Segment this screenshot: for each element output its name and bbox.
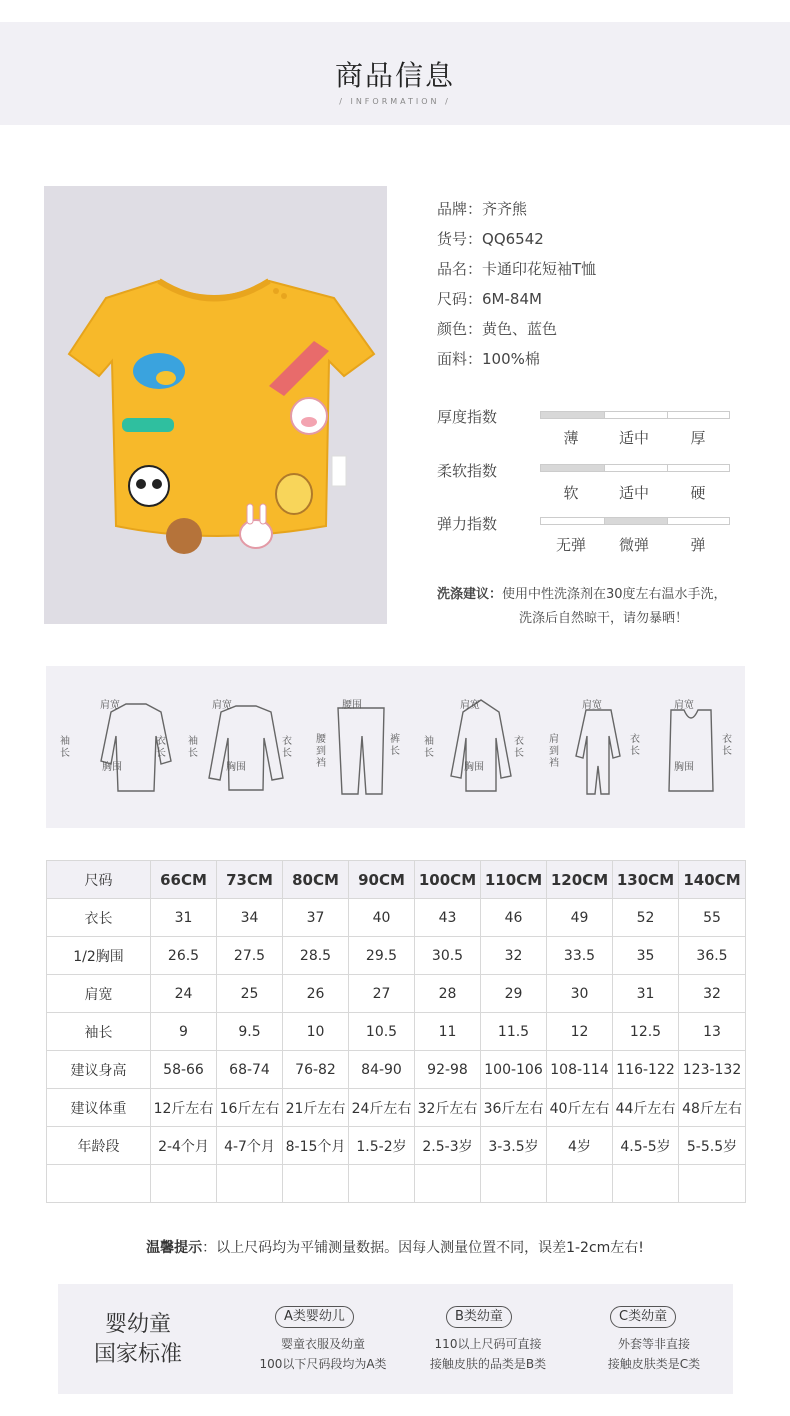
table-row (47, 937, 746, 975)
table-cell: 4.5-5岁 (613, 1127, 679, 1165)
standard-title (94, 1310, 182, 1370)
table-cell: 30.5 (415, 937, 481, 975)
standard-a-desc (233, 1334, 413, 1374)
thickness-tick-medium: 适中 (618, 429, 649, 447)
table-cell: 44斤左右 (613, 1089, 679, 1127)
standard-a-line-2: 100以下尺码段均为A类 (259, 1357, 387, 1371)
table-cell: 46 (481, 899, 547, 937)
table-cell: 58-66 (151, 1051, 217, 1089)
care-line-2: 洗涤后自然晾干，请勿暴晒！ (519, 611, 689, 626)
table-cell: 33.5 (547, 937, 613, 975)
row-label-cell: 肩宽 (47, 975, 151, 1013)
table-cell (679, 1165, 746, 1203)
table-cell: 49 (547, 899, 613, 937)
table-cell: 37 (283, 899, 349, 937)
fig-sweater-center: 胸围 (226, 762, 246, 773)
table-cell (151, 1165, 217, 1203)
info-fabric: 面料：100%棉 (437, 350, 540, 368)
fig-pants-top: 腰围 (342, 700, 362, 711)
table-row (47, 899, 746, 937)
fig-shirt-left: 袖长 (60, 736, 70, 759)
elasticity-tick-slight: 微弹 (618, 536, 649, 554)
table-cell: 2.5-3岁 (415, 1127, 481, 1165)
table-row (47, 1127, 746, 1165)
fig-shirt-top: 肩宽 (100, 700, 120, 711)
table-cell: 4岁 (547, 1127, 613, 1165)
table-cell: 21斤左右 (283, 1089, 349, 1127)
table-cell: 40斤左右 (547, 1089, 613, 1127)
fig-pants-left: 腰到裆 (316, 734, 326, 769)
table-cell: 55 (679, 899, 746, 937)
elasticity-scale-bar (540, 517, 730, 525)
table-cell: 2-4个月 (151, 1127, 217, 1165)
measurement-figures-panel (46, 666, 745, 828)
tshirt-illustration (44, 186, 387, 624)
standard-b-line-1: 110以上尺码可直接 (434, 1337, 542, 1351)
table-cell: 43 (415, 899, 481, 937)
fig-vest-top: 肩宽 (674, 700, 694, 711)
table-cell: 68-74 (217, 1051, 283, 1089)
table-cell: 25 (217, 975, 283, 1013)
table-cell: 40 (349, 899, 415, 937)
fig-romper-right: 衣长 (630, 734, 640, 757)
table-cell: 108-114 (547, 1051, 613, 1089)
table-row (47, 1013, 746, 1051)
fig-vest-center: 胸围 (674, 762, 694, 773)
table-cell: 4-7个月 (217, 1127, 283, 1165)
table-cell: 26 (283, 975, 349, 1013)
table-cell: 24 (151, 975, 217, 1013)
table-cell: 5-5.5岁 (679, 1127, 746, 1165)
softness-tick-medium: 适中 (618, 484, 649, 502)
softness-tick-soft: 软 (563, 484, 579, 502)
table-cell: 32 (481, 937, 547, 975)
table-cell: 26.5 (151, 937, 217, 975)
info-brand: 品牌：齐齐熊 (437, 200, 528, 218)
fig-romper-top: 肩宽 (582, 700, 602, 711)
table-cell: 27.5 (217, 937, 283, 975)
header-size-cell: 100CM (415, 861, 481, 899)
standard-b-line-2: 接触皮肤的品类是B类 (429, 1357, 547, 1371)
fig-shirt-right: 衣长 (156, 736, 166, 759)
row-label-cell (47, 1165, 151, 1203)
standard-title-line-1: 婴幼童 (105, 1312, 172, 1337)
header-label-cell: 尺码 (47, 861, 151, 899)
page-subtitle: / INFORMATION / (339, 97, 451, 106)
header-size-cell: 90CM (349, 861, 415, 899)
softness-scale-label: 柔软指数 (437, 462, 498, 480)
header-size-cell: 130CM (613, 861, 679, 899)
fig-hoodie-right: 衣长 (514, 736, 524, 759)
elasticity-scale-label: 弹力指数 (437, 515, 498, 533)
fig-sweater-left: 袖长 (188, 736, 198, 759)
table-cell: 3-3.5岁 (481, 1127, 547, 1165)
table-cell: 92-98 (415, 1051, 481, 1089)
info-color: 颜色：黄色、蓝色 (437, 320, 558, 338)
fig-pants-right: 裤长 (390, 734, 400, 757)
table-cell: 16斤左右 (217, 1089, 283, 1127)
fig-hoodie-center: 胸围 (464, 762, 484, 773)
table-cell: 36.5 (679, 937, 746, 975)
row-label-cell: 袖长 (47, 1013, 151, 1051)
fig-hoodie-left: 袖长 (424, 736, 434, 759)
table-cell: 30 (547, 975, 613, 1013)
table-cell: 29 (481, 975, 547, 1013)
table-cell: 28.5 (283, 937, 349, 975)
info-size: 尺码：6M-84M (437, 290, 542, 308)
elasticity-tick-none: 无弹 (555, 536, 586, 554)
table-cell: 76-82 (283, 1051, 349, 1089)
table-cell: 123-132 (679, 1051, 746, 1089)
standard-c-desc (564, 1334, 744, 1374)
fig-sweater-right: 衣长 (282, 736, 292, 759)
table-cell: 36斤左右 (481, 1089, 547, 1127)
table-cell: 35 (613, 937, 679, 975)
product-photo (44, 186, 387, 624)
table-cell: 10.5 (349, 1013, 415, 1051)
table-cell (613, 1165, 679, 1203)
header-size-cell: 110CM (481, 861, 547, 899)
table-row (47, 1089, 746, 1127)
standard-b-pill: B类幼童 (446, 1306, 512, 1328)
thickness-scale-label: 厚度指数 (437, 408, 498, 426)
row-label-cell: 衣长 (47, 899, 151, 937)
thickness-scale-bar (540, 411, 730, 419)
standard-title-line-2: 国家标准 (94, 1342, 183, 1367)
table-row (47, 1165, 746, 1203)
table-cell: 28 (415, 975, 481, 1013)
page-title: 商品信息 (334, 59, 455, 92)
table-cell: 29.5 (349, 937, 415, 975)
table-cell: 11 (415, 1013, 481, 1051)
table-cell: 52 (613, 899, 679, 937)
header-size-cell: 140CM (679, 861, 746, 899)
fig-shirt-center: 胸围 (102, 762, 122, 773)
table-cell: 100-106 (481, 1051, 547, 1089)
tip-text: ：以上尺码均为平铺测量数据。因每人测量位置不同，误差1-2cm左右! (202, 1240, 644, 1256)
care-instructions (437, 583, 727, 631)
row-label-cell: 建议体重 (47, 1089, 151, 1127)
softness-scale-bar (540, 464, 730, 472)
care-line-1: 使用中性洗涤剂在30度左右温水手洗， (502, 587, 727, 602)
elasticity-tick-stretch: 弹 (690, 536, 706, 554)
standard-b-desc (398, 1334, 578, 1374)
table-cell: 9 (151, 1013, 217, 1051)
size-chart-table (46, 860, 746, 1203)
thickness-tick-thin: 薄 (563, 429, 579, 447)
standard-c-pill: C类幼童 (610, 1306, 676, 1328)
table-cell (547, 1165, 613, 1203)
thickness-tick-thick: 厚 (690, 429, 706, 447)
standard-c-line-1: 外套等非直接 (617, 1337, 690, 1351)
care-label: 洗涤建议： (437, 587, 503, 602)
table-cell: 31 (151, 899, 217, 937)
info-sku: 货号：QQ6542 (437, 230, 544, 248)
standard-c-line-2: 接触皮肤类是C类 (607, 1357, 701, 1371)
softness-tick-hard: 硬 (690, 484, 706, 502)
fig-vest-right: 衣长 (722, 734, 732, 757)
header-size-cell: 66CM (151, 861, 217, 899)
table-row (47, 1051, 746, 1089)
header-size-cell: 120CM (547, 861, 613, 899)
table-cell: 12.5 (613, 1013, 679, 1051)
table-cell: 84-90 (349, 1051, 415, 1089)
row-label-cell: 年龄段 (47, 1127, 151, 1165)
table-row (47, 975, 746, 1013)
table-cell: 31 (613, 975, 679, 1013)
header-size-cell: 73CM (217, 861, 283, 899)
fig-sweater-top: 肩宽 (212, 700, 232, 711)
table-cell (481, 1165, 547, 1203)
table-cell: 48斤左右 (679, 1089, 746, 1127)
table-cell: 27 (349, 975, 415, 1013)
fig-hoodie-top: 肩宽 (460, 700, 480, 711)
size-header-row (47, 861, 746, 899)
table-cell: 1.5-2岁 (349, 1127, 415, 1165)
info-product-name: 品名：卡通印花短袖T恤 (437, 260, 597, 278)
table-cell: 34 (217, 899, 283, 937)
table-cell: 8-15个月 (283, 1127, 349, 1165)
row-label-cell: 建议身高 (47, 1051, 151, 1089)
table-cell: 12 (547, 1013, 613, 1051)
standard-a-line-1: 婴童衣服及幼童 (280, 1337, 365, 1351)
table-cell (415, 1165, 481, 1203)
table-cell: 12斤左右 (151, 1089, 217, 1127)
tip-label: 温馨提示 (146, 1240, 203, 1256)
table-cell (217, 1165, 283, 1203)
header-size-cell: 80CM (283, 861, 349, 899)
table-cell: 32斤左右 (415, 1089, 481, 1127)
standard-a-pill: A类婴幼儿 (275, 1306, 354, 1328)
table-cell: 9.5 (217, 1013, 283, 1051)
table-cell: 32 (679, 975, 746, 1013)
national-standard-panel (58, 1284, 733, 1394)
fig-romper-left: 肩到裆 (549, 734, 559, 769)
table-cell (349, 1165, 415, 1203)
table-cell: 13 (679, 1013, 746, 1051)
table-cell: 116-122 (613, 1051, 679, 1089)
table-cell (283, 1165, 349, 1203)
row-label-cell: 1/2胸围 (47, 937, 151, 975)
table-cell: 11.5 (481, 1013, 547, 1051)
table-cell: 24斤左右 (349, 1089, 415, 1127)
table-cell: 10 (283, 1013, 349, 1051)
size-tip (0, 1237, 790, 1257)
